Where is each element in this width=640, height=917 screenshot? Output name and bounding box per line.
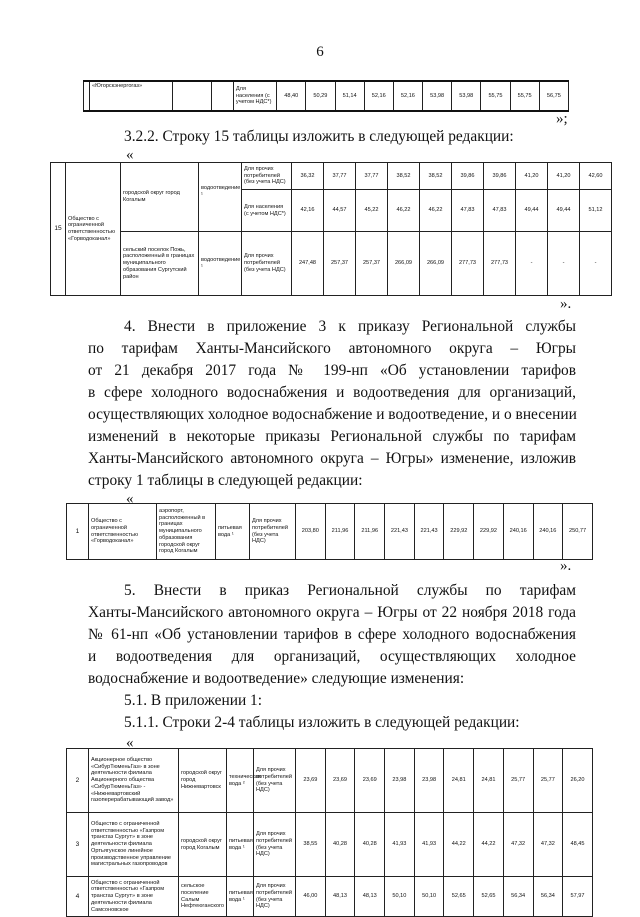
area-cell: городской округ город Нижневартовск xyxy=(179,749,227,813)
table-row xyxy=(67,877,593,917)
row-number: 2 xyxy=(67,749,89,813)
org-cell: «Югорскэнергогаз» xyxy=(90,81,173,111)
value-cell: 221,43 xyxy=(414,504,444,560)
value-cell: - xyxy=(548,232,580,296)
service-cell: питьевая вода ¹ xyxy=(216,504,250,560)
value-cell: 23,69 xyxy=(296,749,326,813)
value-cell: 36,32 xyxy=(292,163,324,190)
value-cell: 49,44 xyxy=(548,190,580,232)
value-cell: 240,16 xyxy=(533,504,563,560)
value-cell: 221,43 xyxy=(385,504,415,560)
closing-quote: »; xyxy=(556,111,568,127)
value-cell: 257,37 xyxy=(356,232,388,296)
value-cell: 42,16 xyxy=(292,190,324,232)
value-cell: 40,28 xyxy=(325,813,355,877)
opening-quote: « xyxy=(126,735,134,751)
value-cell: 211,96 xyxy=(325,504,355,560)
value-cell: 47,83 xyxy=(452,190,484,232)
row-number: 4 xyxy=(67,877,89,917)
service-cell: питьевая вода ¹ xyxy=(227,877,254,917)
value-cell: 48,40 xyxy=(277,81,306,111)
consumer-cell: Для прочих потребителей (без учета НДС) xyxy=(242,232,292,296)
consumer-cell: Для прочих потребителей (без учета НДС) xyxy=(254,749,296,813)
value-cell: 277,73 xyxy=(484,232,516,296)
value-cell: 40,28 xyxy=(355,813,385,877)
value-cell: 247,48 xyxy=(292,232,324,296)
service-cell: водоотведение ¹ xyxy=(199,232,242,296)
area-cell: сельский поселок Пожь, расположенный в границах муниципального образования Сургутский район xyxy=(121,232,199,296)
value-cell: 42,60 xyxy=(580,163,612,190)
value-cell: 24,81 xyxy=(474,749,504,813)
row-number: 3 xyxy=(67,813,89,877)
value-cell: 38,52 xyxy=(420,163,452,190)
tariff-table-continuation xyxy=(83,80,569,112)
tariff-table-rows-2-4 xyxy=(66,748,593,917)
org-cell: Акционерное общество «СибурТюменьГаз» в зоне деятельности филиала Акционерного общества «СибурТюменьГаз» - «Нижневартовский газоперерабатывающий завод» xyxy=(89,749,179,813)
area-cell: городской округ город Когалым xyxy=(121,163,199,232)
value-cell: 47,83 xyxy=(484,190,516,232)
value-cell: 41,20 xyxy=(548,163,580,190)
value-cell: 257,37 xyxy=(324,232,356,296)
value-cell: 50,10 xyxy=(385,877,415,917)
service-cell: питьевая вода ¹ xyxy=(227,813,254,877)
value-cell: 57,97 xyxy=(563,877,593,917)
paragraph-4-line: 4. Внести в приложение 3 к приказу Региональной службы xyxy=(124,318,576,335)
paragraph-4-line: по тарифам Ханты-Мансийского автономного округа – Югры xyxy=(88,340,576,357)
value-cell: 39,86 xyxy=(484,163,516,190)
value-cell: 46,00 xyxy=(296,877,326,917)
paragraph-4-line: изменений в некоторые приказы Региональной службы по тарифам xyxy=(88,428,576,445)
value-cell: 44,57 xyxy=(324,190,356,232)
value-cell: 211,96 xyxy=(355,504,385,560)
value-cell: 229,92 xyxy=(444,504,474,560)
value-cell: 56,75 xyxy=(539,81,568,111)
value-cell: 55,75 xyxy=(510,81,539,111)
value-cell: 51,14 xyxy=(335,81,364,111)
tariff-table-row-15 xyxy=(50,162,612,296)
value-cell: 38,52 xyxy=(388,163,420,190)
value-cell: 37,77 xyxy=(356,163,388,190)
value-cell: 203,80 xyxy=(296,504,326,560)
opening-quote: « xyxy=(126,147,134,163)
value-cell: 50,29 xyxy=(306,81,335,111)
value-cell: 52,65 xyxy=(444,877,474,917)
section-heading: 5.1. В приложении 1: xyxy=(124,692,262,709)
value-cell: 53,98 xyxy=(452,81,481,111)
page-number: 6 xyxy=(316,44,324,60)
value-cell: 53,98 xyxy=(423,81,452,111)
closing-quote: ». xyxy=(560,296,572,312)
value-cell: 46,22 xyxy=(420,190,452,232)
value-cell: 44,22 xyxy=(444,813,474,877)
value-cell: 39,86 xyxy=(452,163,484,190)
value-cell: 250,77 xyxy=(563,504,593,560)
value-cell: 47,32 xyxy=(533,813,563,877)
value-cell: 44,22 xyxy=(474,813,504,877)
value-cell: 45,22 xyxy=(356,190,388,232)
org-cell: Общество с ограниченной ответственностью «Горводоканал» xyxy=(66,163,121,296)
value-cell: - xyxy=(580,232,612,296)
value-cell: 240,16 xyxy=(503,504,533,560)
value-cell: 51,12 xyxy=(580,190,612,232)
value-cell: 49,44 xyxy=(516,190,548,232)
value-cell: 266,09 xyxy=(420,232,452,296)
section-heading: 3.2.2. Строку 15 таблицы изложить в следующей редакции: xyxy=(124,128,514,145)
paragraph-5-line: водоснабжение и водоотведение» следующие изменения: xyxy=(88,670,465,687)
area-cell: сельское поселение Салым Нефтеюганского xyxy=(179,877,227,917)
value-cell: 25,77 xyxy=(503,749,533,813)
org-cell: Общество с ограниченной ответственностью «Горводоканал» xyxy=(89,504,157,560)
paragraph-5-line: и водоотведения для организаций, осуществляющих холодное xyxy=(88,648,576,665)
opening-quote: « xyxy=(126,491,134,507)
consumer-cell: Для прочих потребителей (без учета НДС) xyxy=(242,163,292,190)
consumer-cell: Для населения (с учетом НДС*) xyxy=(242,190,292,232)
consumer-cell: Для населения (с учетом НДС*) xyxy=(233,81,276,111)
value-cell: 48,13 xyxy=(325,877,355,917)
value-cell: 52,16 xyxy=(393,81,422,111)
value-cell: 26,20 xyxy=(563,749,593,813)
consumer-cell: Для прочих потребителей (без учета НДС) xyxy=(250,504,296,560)
row-number: 1 xyxy=(67,504,89,560)
value-cell: 48,13 xyxy=(355,877,385,917)
table-row xyxy=(67,749,593,813)
value-cell: 47,32 xyxy=(503,813,533,877)
value-cell: 266,09 xyxy=(388,232,420,296)
area-cell: городской округ город Когалым xyxy=(179,813,227,877)
value-cell: 23,69 xyxy=(325,749,355,813)
org-cell: Общество с ограниченной ответственностью «Газпром трансгаз Сургут» в зоне деятельности филиала Ортьягунское линейное производственное управление магистральных газопроводов xyxy=(89,813,179,877)
paragraph-4-line: Ханты-Мансийского автономного округа – Югры» изменение, изложив xyxy=(88,450,576,467)
value-cell: - xyxy=(516,232,548,296)
service-cell: техническая вода ² xyxy=(227,749,254,813)
value-cell: 41,20 xyxy=(516,163,548,190)
paragraph-4-line: в сфере холодного водоснабжения и водоотведения для организаций, xyxy=(88,384,576,401)
consumer-cell: Для прочих потребителей (без учета НДС) xyxy=(254,813,296,877)
paragraph-4-line: от 21 декабря 2017 года № 199-нп «Об установлении тарифов xyxy=(88,362,576,379)
value-cell: 23,98 xyxy=(414,749,444,813)
paragraph-5-line: № 61-нп «Об установлении тарифов в сфере холодного водоснабжения xyxy=(88,626,576,643)
value-cell: 48,45 xyxy=(563,813,593,877)
row-number: 15 xyxy=(51,163,66,296)
value-cell: 25,77 xyxy=(533,749,563,813)
consumer-cell: Для прочих потребителей (без учета НДС) xyxy=(254,877,296,917)
org-cell: Общество с ограниченной ответственностью «Газпром трансгаз Сургут» в зоне деятельности филиала Самсоновское xyxy=(89,877,179,917)
value-cell: 52,16 xyxy=(364,81,393,111)
service-cell: водоотведение ¹ xyxy=(199,163,242,232)
paragraph-5-line: 5. Внести в приказ Региональной службы по тарифам xyxy=(124,582,576,599)
paragraph-4-line: строку 1 таблицы в следующей редакции: xyxy=(88,472,363,489)
table-cell xyxy=(211,81,233,111)
value-cell: 229,92 xyxy=(474,504,504,560)
table-row xyxy=(67,813,593,877)
value-cell: 56,34 xyxy=(503,877,533,917)
value-cell: 23,69 xyxy=(355,749,385,813)
closing-quote: ». xyxy=(560,558,572,574)
value-cell: 56,34 xyxy=(533,877,563,917)
table-cell xyxy=(172,81,211,111)
value-cell: 24,81 xyxy=(444,749,474,813)
value-cell: 23,98 xyxy=(385,749,415,813)
paragraph-5-line: Ханты-Мансийского автономного округа – Югры от 22 ноября 2018 года xyxy=(88,604,576,621)
value-cell: 50,10 xyxy=(414,877,444,917)
value-cell: 37,77 xyxy=(324,163,356,190)
value-cell: 41,93 xyxy=(414,813,444,877)
section-heading: 5.1.1. Строки 2-4 таблицы изложить в следующей редакции: xyxy=(124,714,520,731)
area-cell: аэропорт, расположенный в границах муниципального образования городской округ город Когалым xyxy=(157,504,216,560)
value-cell: 52,65 xyxy=(474,877,504,917)
value-cell: 55,75 xyxy=(481,81,510,111)
value-cell: 277,73 xyxy=(452,232,484,296)
paragraph-4-line: осуществляющих холодное водоснабжение и водоотведение, и о внесении xyxy=(88,406,577,423)
value-cell: 46,22 xyxy=(388,190,420,232)
value-cell: 38,55 xyxy=(296,813,326,877)
value-cell: 41,93 xyxy=(385,813,415,877)
tariff-table-row-1 xyxy=(66,503,593,560)
